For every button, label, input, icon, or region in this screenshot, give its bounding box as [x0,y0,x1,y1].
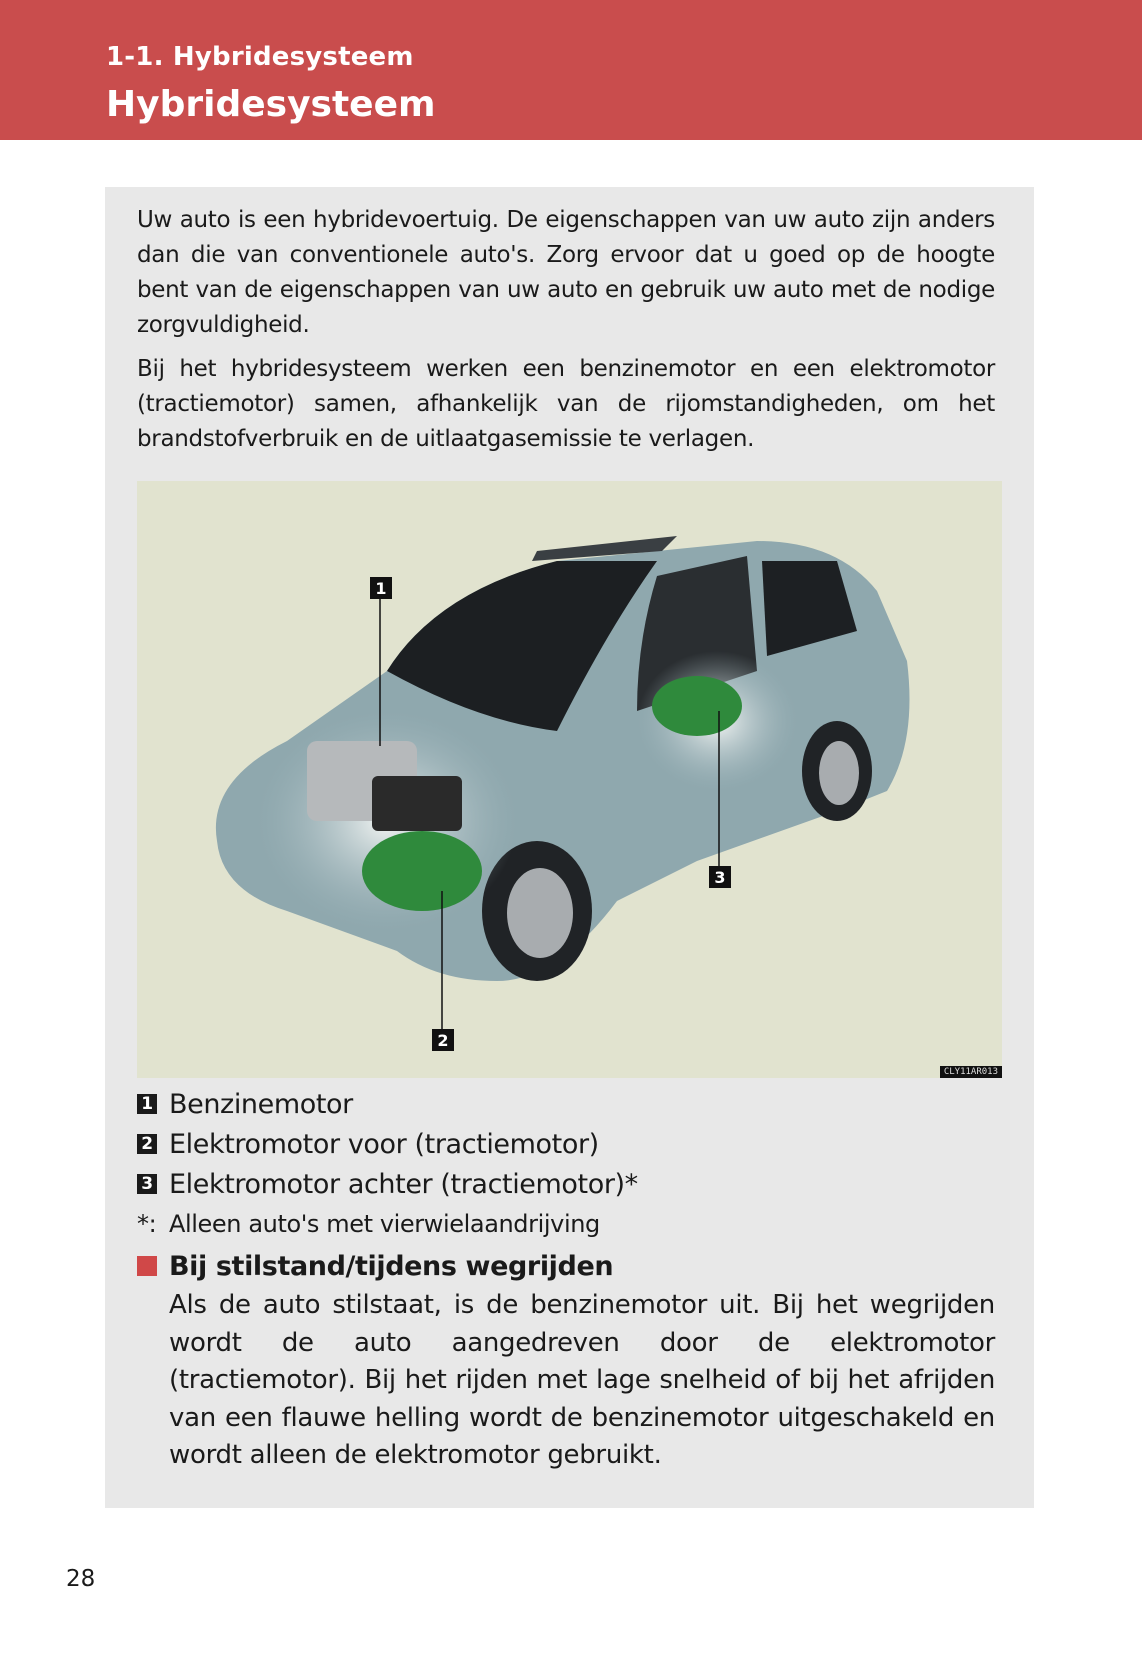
section-label: 1-1. Hybridesysteem [106,42,414,72]
legend-item [137,1084,1017,1124]
figure-code: CLY11AR013 [940,1066,1002,1078]
page-title: Hybridesysteem [106,84,436,125]
callout-3: 3 [714,868,726,887]
rear-electric-motor [652,676,742,736]
legend [137,1084,1017,1286]
legend-item [137,1124,1017,1164]
front-electric-motor [362,831,482,911]
legend-label: Elektromotor voor (tractiemotor) [169,1128,599,1160]
number-marker: 3 [137,1174,157,1194]
intro-paragraph: Uw auto is een hybridevoertuig. De eigenschappen van uw auto zijn anders dan die van conventionele auto's. Zorg ervoor dat u goed op de hoogte bent van de eigenschappen van uw auto en gebruik uw auto met de nodige zorgvuldigheid. [137,207,995,338]
footnote-mark: *: [137,1210,157,1238]
page-number: 28 [66,1566,96,1592]
square-bullet-icon [137,1256,157,1276]
footnote-text: Alleen auto's met vierwielaandrijving [169,1210,600,1238]
section-body: Als de auto stilstaat, is de benzinemotor uit. Bij het wegrijden wordt de auto aangedreven door de elektromotor (tractiemotor). Bij het rijden met lage snelheid of bij het afrijden van een flauwe helling wordt de benzinemotor uitgeschakeld en wordt alleen de elektromotor gebruikt. [169,1290,995,1470]
number-marker: 2 [137,1134,157,1154]
callout-1: 1 [375,579,387,598]
intro-paragraph: Bij het hybridesysteem werken een benzinemotor en een elektromotor (tractiemotor) samen, afhankelijk van de rijomstandigheden, om het brandstofverbruik en de uitlaatgasemissie te verlagen. [137,356,995,452]
hybrid-car-illustration [137,481,1002,1078]
footnote [137,1204,1017,1244]
legend-label: Elektromotor achter (tractiemotor)* [169,1168,638,1200]
section-heading [137,1246,1017,1286]
callout-2: 2 [437,1031,449,1050]
legend-item [137,1164,1017,1204]
number-marker: 1 [137,1094,157,1114]
legend-label: Benzinemotor [169,1088,353,1120]
chapter-header [0,0,1142,140]
intro-text [137,203,995,466]
section-heading-text: Bij stilstand/tijdens wegrijden [169,1250,614,1282]
